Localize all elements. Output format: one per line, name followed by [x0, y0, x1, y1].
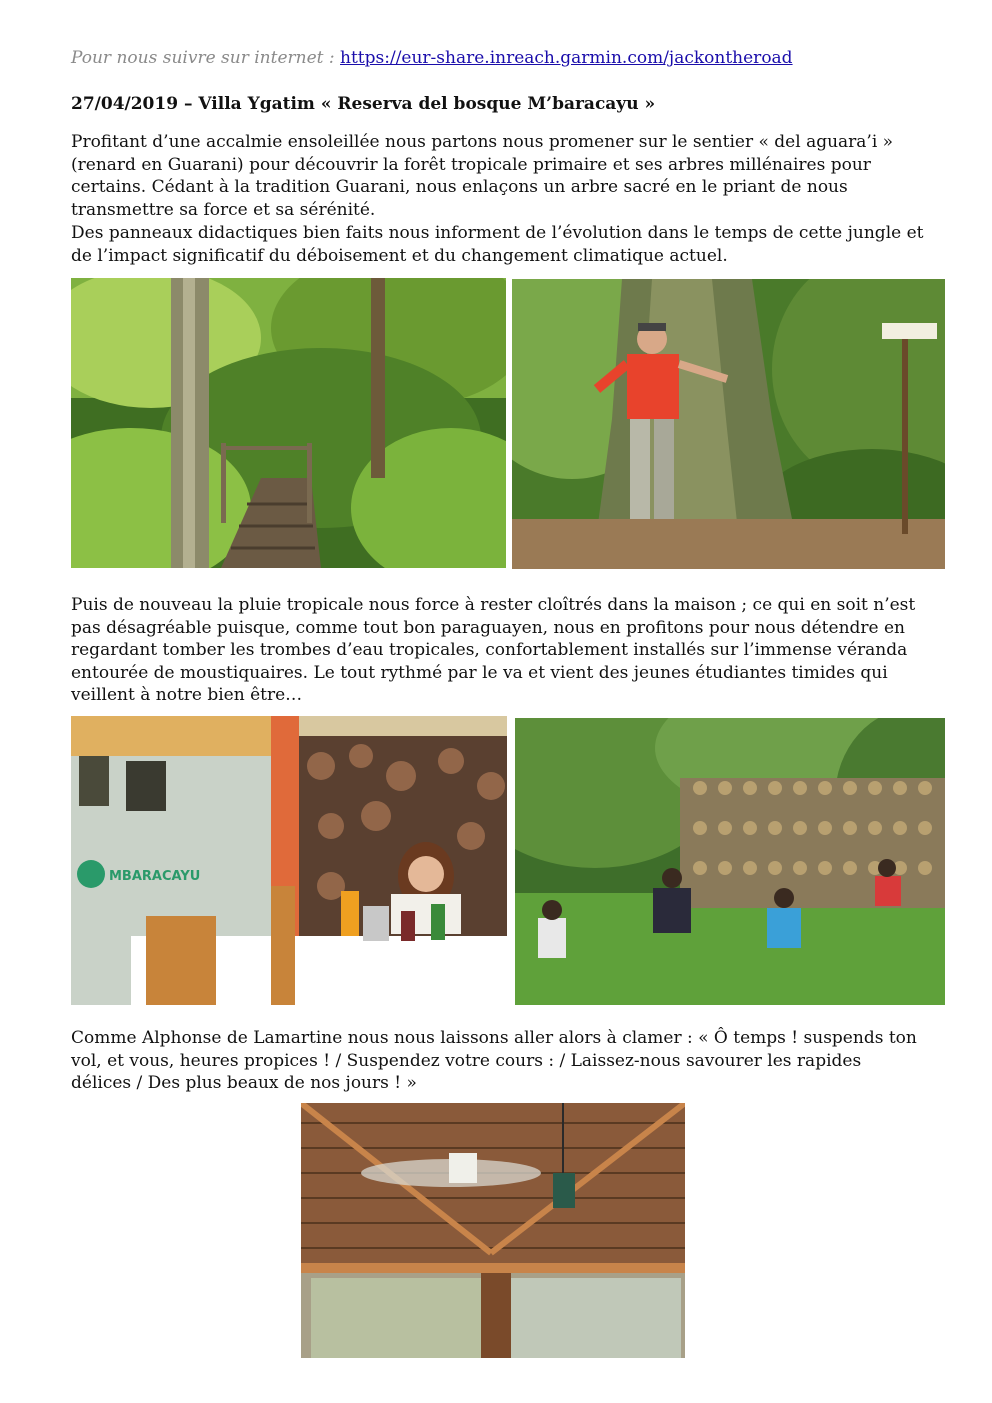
paragraph-panels — [71, 222, 951, 267]
paragraph-lamartine — [71, 1027, 951, 1095]
photo-veranda-ceiling — [301, 1103, 685, 1358]
text-line: (renard en Guarani) pour découvrir la forêt tropicale primaire et ses arbres millénaires pour — [71, 154, 871, 175]
entry-title: 27/04/2019 – Villa Ygatim « Reserva del bosque M’baracayu » — [71, 94, 656, 114]
photo-tree-hug — [512, 279, 945, 569]
text-line: entourée de moustiquaires. Le tout rythmé par le va et vient des jeunes étudiantes timides qui — [71, 662, 888, 683]
text-line: transmettre sa force et sa sérénité. — [71, 199, 376, 220]
follow-line — [71, 48, 793, 68]
follow-label: Pour nous suivre sur internet : — [71, 48, 341, 68]
photo-dining-table — [71, 716, 507, 1005]
paragraph-hike — [71, 131, 951, 221]
paragraph-rain — [71, 594, 951, 707]
text-line: Des panneaux didactiques bien faits nous informent de l’évolution dans le temps de cette jungle et — [71, 223, 924, 243]
text-line: Puis de nouveau la pluie tropicale nous force à rester cloîtrés dans la maison ; ce qui en soit n’est — [71, 595, 916, 615]
text-line: pas désagréable puisque, comme tout bon paraguayen, nous en profitons pour nous détendre en — [71, 617, 905, 638]
text-line: regardant tomber les trombes d’eau tropicales, confortablement installés sur l’immense véranda — [71, 640, 908, 661]
text-line: délices / Des plus beaux de nos jours ! » — [71, 1073, 417, 1094]
text-line: vol, et vous, heures propices ! / Suspendez votre cours : / Laissez-nous savourer les rapides — [71, 1050, 862, 1071]
text-line: Profitant d’une accalmie ensoleillée nous partons nous promener sur le sentier « del aguara’i » — [71, 132, 894, 152]
text-line: de l’impact significatif du déboisement et du changement climatique actuel. — [71, 245, 728, 266]
photo-forest-boardwalk — [71, 278, 506, 568]
garmin-link[interactable]: https://eur-share.inreach.garmin.com/jackontheroad — [340, 48, 793, 68]
text-line: certains. Cédant à la tradition Guarani, nous enlaçons un arbre sacré en le priant de nous — [71, 177, 848, 198]
photo-students-garden — [515, 718, 945, 1005]
mbaracayu-sign-text: MBARACAYU — [109, 869, 201, 884]
text-line: veillent à notre bien être… — [71, 685, 303, 706]
text-line: Comme Alphonse de Lamartine nous nous laissons aller alors à clamer : « Ô temps ! suspends ton — [71, 1028, 917, 1048]
